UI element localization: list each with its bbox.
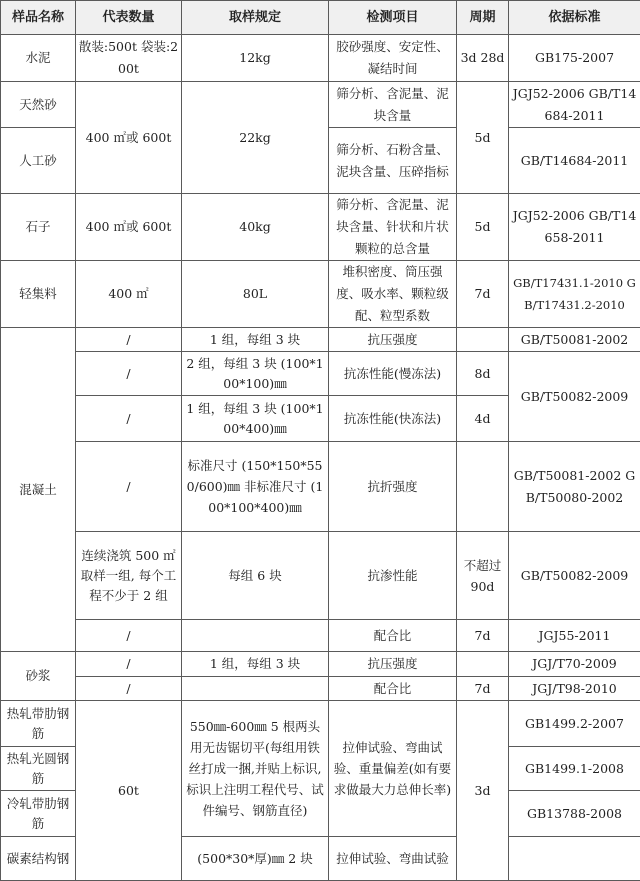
quantity: 连续浇筑 500 ㎡取样一组, 每个工程不少于 2 组 [76,532,182,620]
table-row [1,35,640,82]
header-sampling-rule: 取样规定 [182,1,329,35]
quantity: / [76,328,182,352]
sampling-rule [182,620,329,652]
sampling-rule [182,677,329,701]
sample-name: 热轧光圆钢筋 [1,747,76,791]
test-items: 堆积密度、筒压强度、吸水率、颗粒级配、粒型系数 [329,261,457,328]
sampling-rule: (500*30*厚)㎜ 2 块 [182,837,329,881]
quantity: / [76,352,182,396]
standard: GB/T50081-2002 [509,328,640,352]
test-items: 筛分析、石粉含量、泥块含量、压碎指标 [329,128,457,194]
standard: JGJ52-2006 GB/T14684-2011 [509,82,640,128]
quantity: / [76,442,182,532]
header-period: 周期 [457,1,509,35]
period: 4d [457,396,509,442]
standard: GB13788-2008 [509,791,640,837]
quantity: 散装:500t 袋装:200t [76,35,182,82]
table-row [1,328,640,352]
test-items: 配合比 [329,677,457,701]
test-items: 拉伸试验、弯曲试验、重量偏差(如有要求做最大力总伸长率) [329,701,457,837]
standard: GB/T14684-2011 [509,128,640,194]
sampling-rule: 1 组，每组 3 块 [182,328,329,352]
standard: JGJ52-2006 GB/T14658-2011 [509,194,640,261]
table-row [1,194,640,261]
sampling-rule: 1 组，每组 3 块 (100*100*400)㎜ [182,396,329,442]
sample-name: 砂浆 [1,652,76,701]
period: 7d [457,261,509,328]
header-test-items: 检测项目 [329,1,457,35]
sample-name: 水泥 [1,35,76,82]
period [457,442,509,532]
header-quantity: 代表数量 [76,1,182,35]
test-items: 抗渗性能 [329,532,457,620]
sampling-rule: 80L [182,261,329,328]
table-row [1,442,640,532]
test-items: 筛分析、含泥量、泥块含量 [329,82,457,128]
standard: GB1499.2-2007 [509,701,640,747]
sample-name: 冷轧带肋钢筋 [1,791,76,837]
quantity: 400 ㎡或 600t [76,194,182,261]
standard: GB/T50082-2009 [509,352,640,442]
sample-name: 人工砂 [1,128,76,194]
sampling-rule: 1 组，每组 3 块 [182,652,329,677]
table-row [1,261,640,328]
period: 7d [457,620,509,652]
standard: GB/T50081-2002 GB/T50080-2002 [509,442,640,532]
quantity: / [76,652,182,677]
sample-name: 石子 [1,194,76,261]
sampling-rule: 22kg [182,82,329,194]
period: 不超过 90d [457,532,509,620]
sampling-rule: 12kg [182,35,329,82]
period: 5d [457,194,509,261]
quantity: / [76,620,182,652]
header-sample-name: 样品名称 [1,1,76,35]
table-row [1,652,640,677]
test-items: 胶砂强度、安定性、凝结时间 [329,35,457,82]
test-items: 抗冻性能(快冻法) [329,396,457,442]
period [457,328,509,352]
standard [509,837,640,881]
test-items: 配合比 [329,620,457,652]
table-row [1,701,640,747]
test-items: 抗压强度 [329,328,457,352]
period: 5d [457,82,509,194]
header-row [1,1,640,35]
period [457,652,509,677]
period: 7d [457,677,509,701]
header-standard: 依据标准 [509,1,640,35]
period: 3d 28d [457,35,509,82]
sampling-rule: 550㎜-600㎜ 5 根两头用无齿锯切平(每组用铁丝打成一捆,并贴上标识,标识上注明工程代号、试件编号、钢筋直径) [182,701,329,837]
quantity: 400 ㎡ [76,261,182,328]
test-items: 筛分析、含泥量、泥块含量、针状和片状颗粒的总含量 [329,194,457,261]
period: 3d [457,701,509,881]
table-row [1,82,640,128]
quantity: 400 ㎡或 600t [76,82,182,194]
sampling-rule: 标准尺寸 (150*150*550/600)㎜ 非标准尺寸 (100*100*400)㎜ [182,442,329,532]
quantity: / [76,396,182,442]
quantity: 60t [76,701,182,881]
standard: JGJ/T70-2009 [509,652,640,677]
table-row [1,352,640,396]
standard: JGJ55-2011 [509,620,640,652]
sample-name: 热轧带肋钢筋 [1,701,76,747]
test-items: 抗冻性能(慢冻法) [329,352,457,396]
test-items: 抗压强度 [329,652,457,677]
standard: GB1499.1-2008 [509,747,640,791]
period: 8d [457,352,509,396]
sample-name: 混凝土 [1,328,76,652]
sample-name: 天然砂 [1,82,76,128]
table-row [1,677,640,701]
test-items: 拉伸试验、弯曲试验 [329,837,457,881]
sampling-rule: 40kg [182,194,329,261]
test-items: 抗折强度 [329,442,457,532]
sampling-rule: 每组 6 块 [182,532,329,620]
sample-name: 轻集料 [1,261,76,328]
standard: GB175-2007 [509,35,640,82]
standard: JGJ/T98-2010 [509,677,640,701]
standard: GB/T50082-2009 [509,532,640,620]
table-row [1,532,640,620]
table-row [1,620,640,652]
sampling-rule: 2 组，每组 3 块 (100*100*100)㎜ [182,352,329,396]
standard: GB/T17431.1-2010 GB/T17431.2-2010 [509,261,640,328]
sample-name: 碳素结构钢 [1,837,76,881]
quantity: / [76,677,182,701]
